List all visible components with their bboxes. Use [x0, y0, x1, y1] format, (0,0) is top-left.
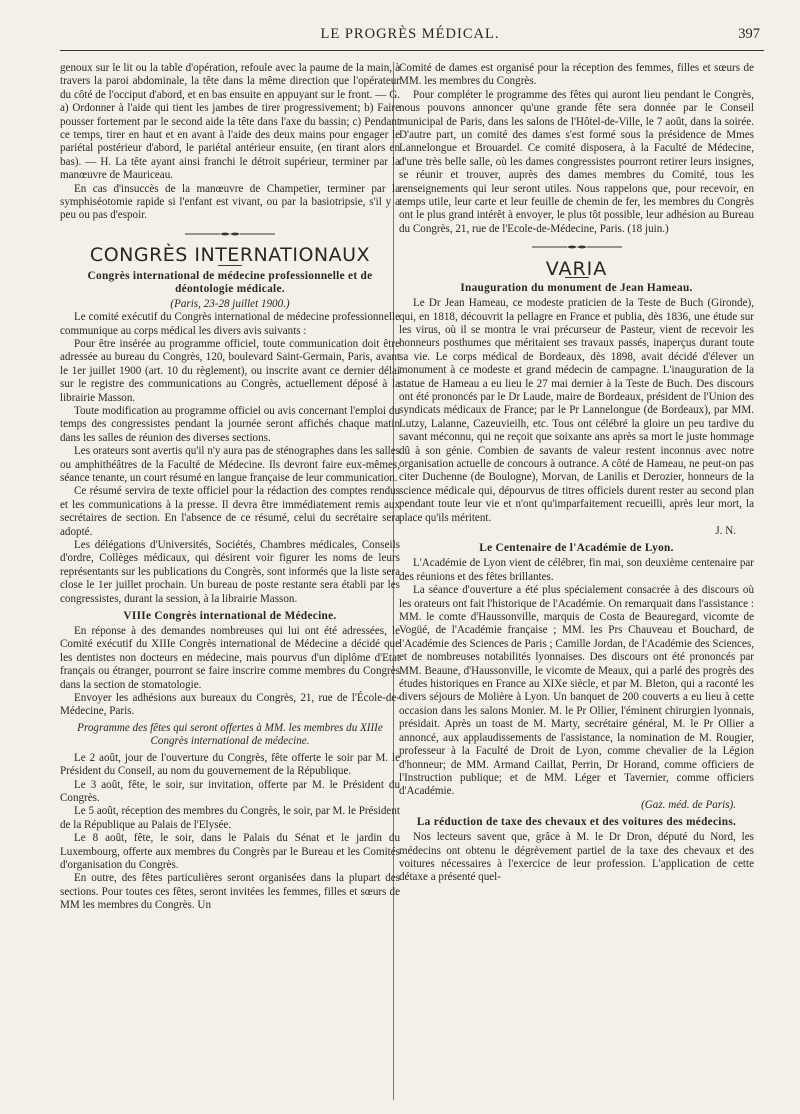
ornament-divider: [399, 241, 754, 254]
paragraph: Le Dr Jean Hameau, ce modeste praticien de la Teste de Buch (Gironde), qui, en 1818, découvrit la pellagre en France et publia, dès 1836, une étude sur les virus, où il se montra le vrai précurseur de Pasteur, vient de recevoir les honneurs posthumes que méritaient ses travaux passés, inaperçus durant toute sa vie. Le corps médical de Bordeaux, dès 1898, avait décidé d'élever un monument à ce modeste et grand médecin de campagne. L'inauguration de la statue de Hameau a eu lieu le 27 mai dernier à la Teste de Buch. Des discours ont été prononcés par le Dr Laude, maire de Bordeaux, président de l'Union des syndicats médicaux de France; par le Pr Lannelongue (de Bordeaux), par MM. Lutzy, Lalanne, Cazeuvieilh, etc. Tous ont célébré la gloire un peu tardive du savant méconnu, qui ne reçoit que soixante ans après sa mort le juste hommage dû à son génie. Combien de savants de valeur restent inconnus avec notre organisation actuelle de concours à outrance. A côté de Hameau, ne peut-on pas citer Duchenne (de Boulogne), Morvan, de Lanilis et Derozier, honneurs de la science médicale qui, dépourvus de titres officiels durent rester au second plan pendant toute leur vie et n'ont qu'imparfaitement recueilli, après leur mort, la place qu'ils méritent.: [399, 297, 754, 524]
header-rule: [60, 50, 764, 51]
article-title: Inauguration du monument de Jean Hameau.: [460, 282, 693, 295]
right-column: [399, 62, 754, 885]
paragraph: Le comité exécutif du Congrès international de médecine professionnelle communique au corps médical les divers avis suivants :: [60, 311, 400, 337]
ornament-divider: [60, 228, 400, 241]
section-title: VARIA: [545, 257, 608, 280]
paragraph: Le 8 août, fête, le soir, dans le Palais du Sénat et le jardin du Luxembourg, offerte aux membres du Congrès par le Bureau et les Comités d'organisation du Congrès.: [60, 832, 400, 871]
paragraph: Le 2 août, jour de l'ouverture du Congrès, fête offerte le soir par M. le Président du Conseil, au nom du gouvernement de la République.: [60, 751, 400, 778]
source-citation: (Gaz. méd. de Paris).: [641, 798, 736, 811]
program-title: Programme des fêtes qui seront offertes à MM. les membres du XIIIe Congrès international de médecine.: [77, 721, 383, 748]
journal-title: LE PROGRÈS MÉDICAL.: [320, 26, 500, 42]
article-title: La réduction de taxe des chevaux et des voitures des médecins.: [416, 816, 737, 829]
paragraph: Nos lecteurs savent que, grâce à M. le Dr Dron, député du Nord, les médecins ont obtenu le dégrèvement partiel de la taxe des chevaux et des voitures nécessaires à l'exercice de leur profession. L'application de cette détaxe a présenté quel-: [399, 831, 754, 884]
paragraph: En cas d'insuccès de la manœuvre de Champetier, terminer par la symphiséotomie rapide si l'enfant est vivant, ou par la basiotripsie, s'il y a peu ou pas d'espoir.: [60, 182, 400, 222]
paragraph: L'Académie de Lyon vient de célébrer, fin mai, son deuxième centenaire par des réunions et des fêtes brillantes.: [399, 557, 754, 583]
page-number: 397: [738, 26, 760, 42]
paragraph: Le 3 août, fête, le soir, sur invitation, offerte par M. le Président du Congrès.: [60, 778, 400, 804]
paragraph: Les orateurs sont avertis qu'il n'y aura pas de sténographes dans les salles ou amphithéâtres de la Faculté de Médecine. Ils devront faire eux-mêmes, séance tenante, un court résumé en langue française de leur communication.: [60, 445, 400, 484]
article-dateline: (Paris, 23-28 juillet 1900.): [170, 297, 290, 310]
paragraph: genoux sur le lit ou la table d'opération, refoule avec la paume de la main, à travers la paroi abdominale, la tête dans la même direction que l'opérateur du côté de l'occiput d'abord, et en bas ensuite en appuyant sur le front. — G. a) Ordonner à l'aide qui tient les jambes de tirer progressivement; b) Faire pousser fortement par le second aide la tête dans l'axe du bassin; c) Pendant ce temps, tirer en haut et en avant à l'aide des deux mains pour engager le pariétal postérieur d'abord, le pariétal antérieur ensuite, (en tirant alors en bas). — H. La tête ayant ainsi franchi le détroit supérieur, terminer par la manœuvre de Mauriceau.: [60, 62, 400, 182]
signature: J. N.: [715, 525, 736, 537]
paragraph: Ce résumé servira de texte officiel pour la rédaction des comptes rendus et les communications à la presse. Il devra être immédiatement remis aux secrétaires de section. En l'absence de ce résumé, celui du secrétaire sera adopté.: [60, 485, 400, 538]
paragraph: En outre, des fêtes particulières seront organisées dans la plupart des sections. Pour toutes ces fêtes, seront invitées les femmes, filles et sœurs de MM les membres du Congrès. Un: [60, 872, 400, 912]
article-title: Congrès international de médecine professionnelle et de déontologie médicale.: [87, 269, 373, 295]
paragraph: Pour être insérée au programme officiel, toute communication doit être adressée au bureau du Congrès, 120, boulevard Saint-Germain, Paris, avant le 1er juillet 1900 (art. 10 du règlement), ou inscrite avant ce dernier délai sur le registre des communications au Congrès, actuellement déposé à la librairie Masson.: [60, 337, 400, 404]
paragraph: Comité de dames est organisé pour la réception des femmes, filles et sœurs de MM. les membres du Congrès.: [399, 62, 754, 88]
paragraph: Toute modification au programme officiel ou avis concernant l'emploi du temps des congressistes pendant la journée seront affichés chaque matin dans les salles de réunion des diverses sections.: [60, 404, 400, 444]
paragraph: En réponse à des demandes nombreuses qui lui ont été adressées, le Comité exécutif du XIIIe Congrès international de Médecine a décidé que les dentistes non docteurs en médecine, mais pourvus d'un diplôme d'Etat français ou étranger, pourront se faire inscrire comme membres du Congrès dans la section de stomatologie.: [60, 625, 400, 691]
article-title: Le Centenaire de l'Académie de Lyon.: [479, 542, 674, 555]
section-title: CONGRÈS INTERNATIONAUX: [89, 244, 371, 267]
paragraph: La séance d'ouverture a été plus spécialement consacrée à des discours où les orateurs ont fait l'historique de l'Académie. On remarquait dans l'assistance : MM. le comte d'Haussonville, marquis de Costa de Beauregard, vicomte de Vogüé, de l'Académie française ; MM. les Prs Chauveau et Bouchard, de l'Académie des Sciences de Paris ; Camille Jordan, de l'Académie des Sciences, et de nombreuses notabilités lyonnaises. Des discours ont été prononcés par MM. Beaune, d'Haussonville, le vicomte de Meaux, qui a parlé des progrès des études historiques en France au XIXe siècle, et par M. Bleton, qui a raconté les divers séjours de Molière à Lyon. Un banquet de 200 couverts a eu lieu à cette occasion dans les salons Monier. M. le Pr Ollier, l'éminent chirurgien lyonnais, présidait. Après un toast de M. Marty, secrétaire général, M. le Pr Ollier a annoncé, aux applaudissements de l'assistance, la nomination de M. Rougier, professeur à la Faculté de Droit de Lyon, comme chevalier de la Légion d'honneur; de MM. Armand Caillat, Perrin, Dr Horand, comme officiers de l'Instruction publique; et de MM. Léger et Tavernier, comme officiers d'Académie.: [399, 584, 754, 798]
running-header: [60, 26, 760, 48]
article-title: VIIIe Congrès international de Médecine.: [123, 610, 337, 623]
paragraph: Envoyer les adhésions aux bureaux du Congrès, 21, rue de l'École-de-Médecine, Paris.: [60, 692, 400, 718]
paragraph: Les délégations d'Universités, Sociétés, Chambres médicales, Conseils d'ordre, Collèges médicaux, qui désirent voir figurer les noms de leurs représentants sur les publications du Congrès, sont informés que la liste sera close le 1er juillet prochain. Un bureau de poste restante sera établi par les congressistes, durant la session, à la librairie Masson.: [60, 539, 400, 605]
left-column: [60, 62, 400, 913]
paragraph: Le 5 août, réception des membres du Congrès, le soir, par M. le Président de la République au Palais de l'Elysée.: [60, 805, 400, 831]
paragraph: Pour compléter le programme des fêtes qui auront lieu pendant le Congrès, nous pouvons annoncer qu'une grande fête sera donnée par le Conseil municipal de Paris, dans les salons de l'Hôtel-de-Ville, le 7 août, dans la soirée. D'autre part, un comité des dames s'est formé sous la présidence de Mmes Lannelongue et Brouardel. Ce comité disposera, à la Faculté de Médecine, d'une très belle salle, où les dames congressistes pourront retirer leurs insignes, se réunir et trouver, auprès des dames membres du Comité, tous les renseignements qui leur seront utiles. Nous rappelons que, pour recevoir, en temps utile, leur carte et leur feuille de chemin de fer, les membres du Congrès ont le plus grand intérêt à envoyer, le plus tôt possible, leur adhésion au Bureau du Congrès, 21, rue de l'Ecole-de-Médecine, Paris. (18 juin.): [399, 88, 754, 235]
